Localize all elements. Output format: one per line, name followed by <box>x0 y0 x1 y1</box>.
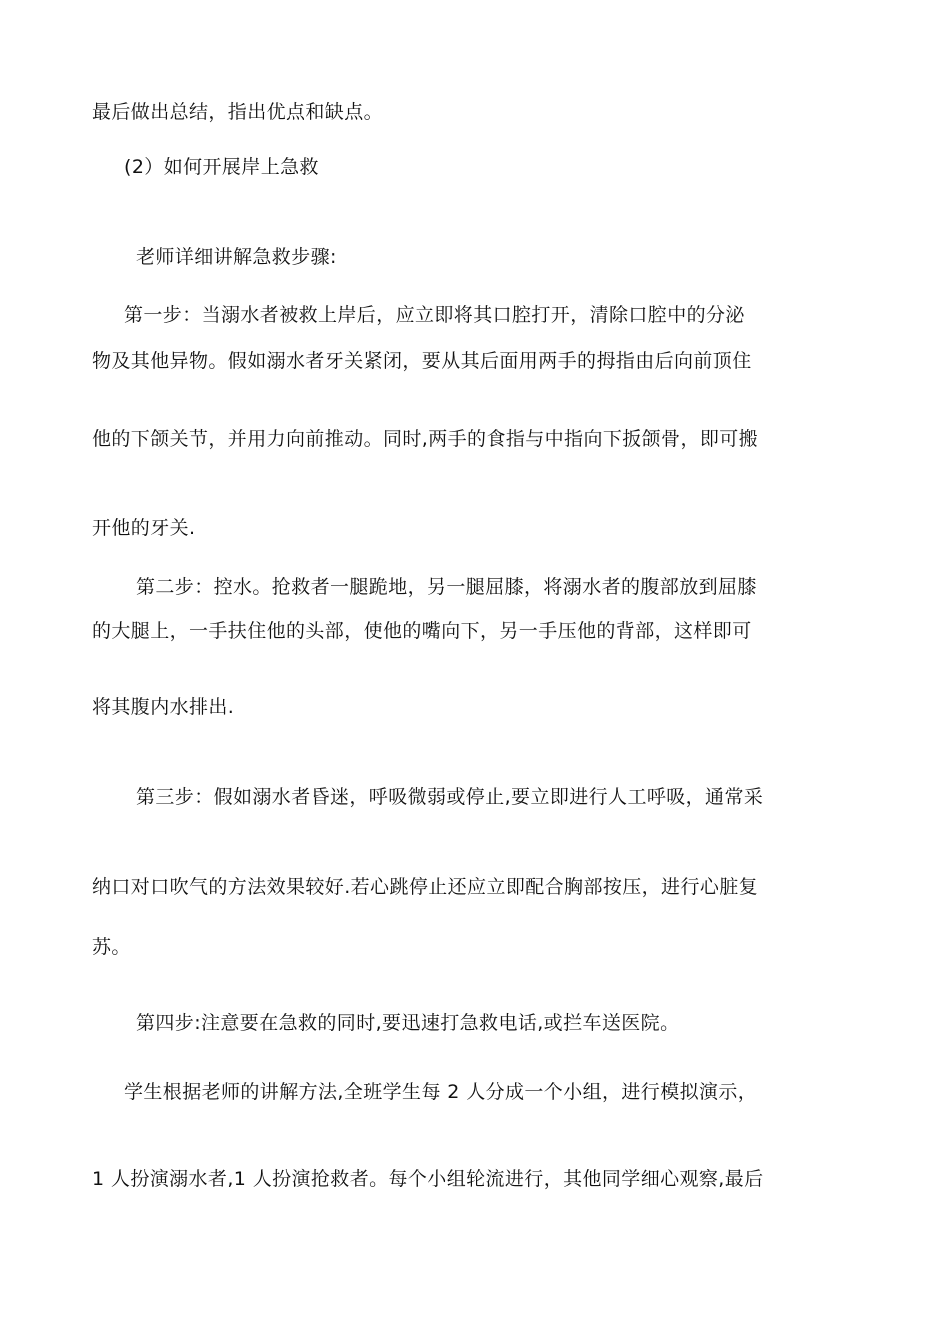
text-line-step3-c: 苏。 <box>92 936 131 958</box>
text-line-step3-a: 第三步：假如溺水者昏迷，呼吸微弱或停止,要立即进行人工呼吸，通常采 <box>136 786 764 808</box>
text-line-students-a: 学生根据老师的讲解方法,全班学生每 2 人分成一个小组，进行模拟演示， <box>124 1081 758 1103</box>
section-heading-shore-rescue: (2）如何开展岸上急救 <box>124 156 319 178</box>
text-line-step1-b: 物及其他异物。假如溺水者牙关紧闭，要从其后面用两手的拇指由后向前顶住 <box>92 350 752 372</box>
text-line-summary: 最后做出总结，指出优点和缺点。 <box>92 101 384 123</box>
text-line-step1-d: 开他的牙关. <box>92 517 196 539</box>
text-line-step1-a: 第一步：当溺水者被救上岸后，应立即将其口腔打开，清除口腔中的分泌 <box>124 304 745 326</box>
text-line-step2-c: 将其腹内水排出. <box>92 696 235 718</box>
text-line-step1-c: 他的下颌关节，并用力向前推动。同时,两手的食指与中指向下扳颌骨，即可搬 <box>92 428 759 450</box>
text-line-teacher-explains: 老师详细讲解急救步骤: <box>136 246 337 268</box>
text-line-students-b: 1 人扮演溺水者,1 人扮演抢救者。每个小组轮流进行，其他同学细心观察,最后 <box>92 1168 764 1190</box>
text-line-step2-b: 的大腿上，一手扶住他的头部，使他的嘴向下，另一手压他的背部，这样即可 <box>92 620 752 642</box>
text-line-step4: 第四步:注意要在急救的同时,要迅速打急救电话,或拦车送医院。 <box>136 1012 680 1034</box>
text-line-step3-b: 纳口对口吹气的方法效果较好.若心跳停止还应立即配合胸部按压，进行心脏复 <box>92 876 759 898</box>
text-line-step2-a: 第二步：控水。抢救者一腿跪地，另一腿屈膝，将溺水者的腹部放到屈膝 <box>136 576 757 598</box>
